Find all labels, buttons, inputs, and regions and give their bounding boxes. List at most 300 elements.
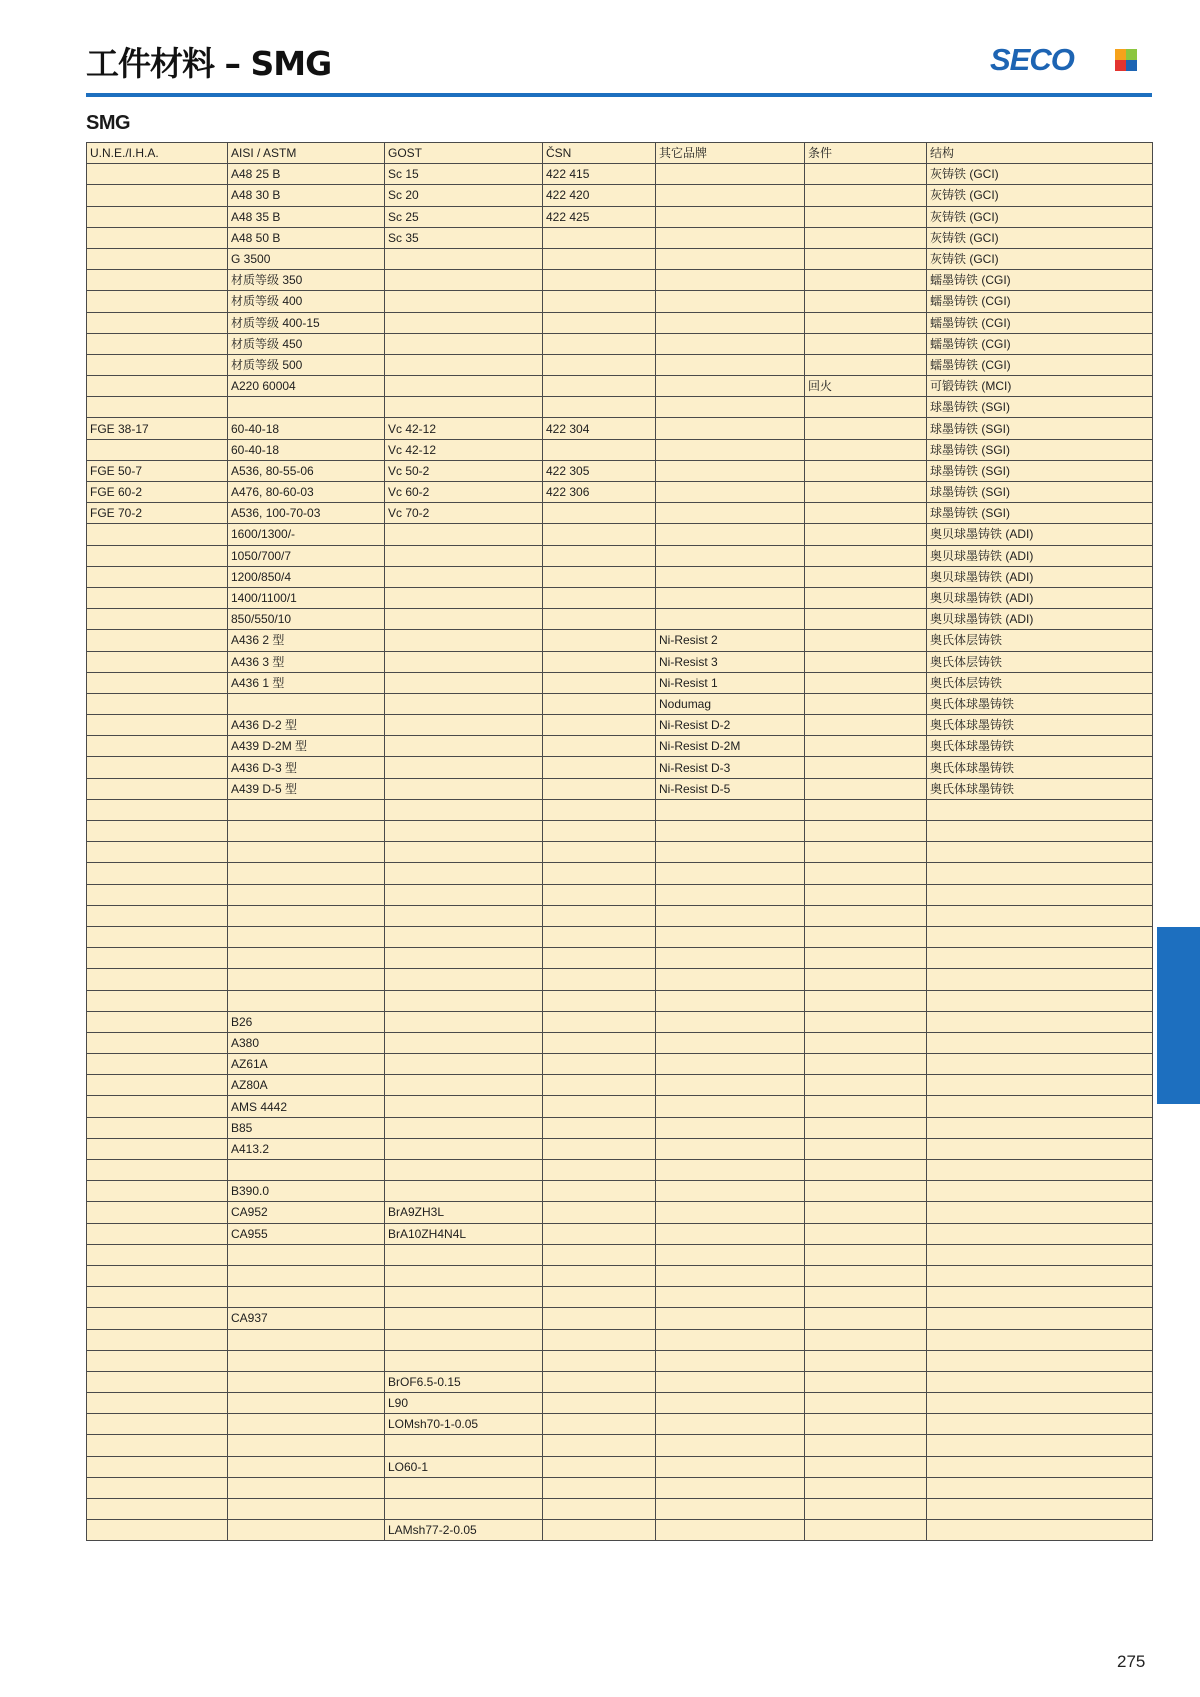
table-cell xyxy=(805,1075,927,1096)
header-rule xyxy=(86,93,1152,97)
table-cell xyxy=(927,969,1153,990)
table-cell xyxy=(805,291,927,312)
table-row xyxy=(87,948,1153,969)
table-cell xyxy=(805,1499,927,1520)
table-cell xyxy=(385,1265,543,1286)
table-cell xyxy=(656,566,805,587)
table-cell xyxy=(656,376,805,397)
table-cell xyxy=(543,1160,656,1181)
table-cell xyxy=(805,884,927,905)
table-cell xyxy=(656,291,805,312)
table-cell xyxy=(87,1520,228,1541)
table-cell: LOMsh70-1-0.05 xyxy=(385,1414,543,1435)
table-row xyxy=(87,884,1153,905)
table-cell xyxy=(805,863,927,884)
table-cell xyxy=(543,736,656,757)
table-cell xyxy=(385,778,543,799)
table-cell xyxy=(805,206,927,227)
table-cell xyxy=(385,1244,543,1265)
table-cell: Ni-Resist 2 xyxy=(656,630,805,651)
table-cell xyxy=(385,1096,543,1117)
column-header: GOST xyxy=(385,143,543,164)
table-cell xyxy=(87,1138,228,1159)
table-row xyxy=(87,757,1153,778)
table-cell xyxy=(656,503,805,524)
table-cell xyxy=(87,566,228,587)
table-cell xyxy=(805,270,927,291)
table-cell xyxy=(805,1520,927,1541)
table-cell xyxy=(543,715,656,736)
table-cell xyxy=(805,1244,927,1265)
column-header: U.N.E./I.H.A. xyxy=(87,143,228,164)
table-cell xyxy=(927,1032,1153,1053)
table-cell xyxy=(805,1435,927,1456)
table-row xyxy=(87,1075,1153,1096)
table-cell xyxy=(543,651,656,672)
table-row xyxy=(87,1308,1153,1329)
table-cell: 材质等级 350 xyxy=(228,270,385,291)
table-row xyxy=(87,1265,1153,1286)
table-cell xyxy=(805,248,927,269)
table-cell: A436 2 型 xyxy=(228,630,385,651)
table-cell xyxy=(543,969,656,990)
table-cell xyxy=(805,757,927,778)
table-row xyxy=(87,312,1153,333)
table-cell xyxy=(385,376,543,397)
table-cell xyxy=(805,227,927,248)
table-cell xyxy=(656,1054,805,1075)
table-cell: 422 306 xyxy=(543,482,656,503)
table-cell xyxy=(656,1308,805,1329)
table-cell xyxy=(656,185,805,206)
table-row xyxy=(87,1350,1153,1371)
table-cell xyxy=(805,736,927,757)
table-cell xyxy=(543,778,656,799)
table-row xyxy=(87,736,1153,757)
table-row xyxy=(87,397,1153,418)
table-cell xyxy=(805,1223,927,1244)
table-cell xyxy=(385,1075,543,1096)
table-cell xyxy=(927,1435,1153,1456)
table-cell xyxy=(228,1499,385,1520)
page-number: 275 xyxy=(1117,1652,1146,1671)
table-cell: Ni-Resist 3 xyxy=(656,651,805,672)
table-cell: A436 1 型 xyxy=(228,672,385,693)
table-cell xyxy=(228,1435,385,1456)
table-cell: 奥氏体球墨铸铁 xyxy=(927,757,1153,778)
table-cell: 灰铸铁 (GCI) xyxy=(927,227,1153,248)
table-cell: 60-40-18 xyxy=(228,418,385,439)
table-cell xyxy=(656,1181,805,1202)
table-cell xyxy=(805,672,927,693)
table-cell xyxy=(543,1075,656,1096)
table-cell xyxy=(927,990,1153,1011)
table-cell xyxy=(228,969,385,990)
table-cell xyxy=(656,1096,805,1117)
table-cell: 材质等级 400 xyxy=(228,291,385,312)
table-cell xyxy=(927,926,1153,947)
table-cell xyxy=(228,863,385,884)
table-row xyxy=(87,1223,1153,1244)
page-title: 工件材料 – SMG xyxy=(86,44,332,83)
table-cell: A436 D-2 型 xyxy=(228,715,385,736)
table-row xyxy=(87,206,1153,227)
table-cell xyxy=(385,693,543,714)
table-cell: 奥氏体球墨铸铁 xyxy=(927,715,1153,736)
table-cell: 材质等级 450 xyxy=(228,333,385,354)
table-cell xyxy=(805,1202,927,1223)
table-cell xyxy=(385,1160,543,1181)
table-cell xyxy=(927,1393,1153,1414)
table-cell: 60-40-18 xyxy=(228,439,385,460)
table-cell: L90 xyxy=(385,1393,543,1414)
table-cell: A536, 80-55-06 xyxy=(228,460,385,481)
table-cell xyxy=(87,1329,228,1350)
table-row xyxy=(87,1393,1153,1414)
table-cell xyxy=(927,1265,1153,1286)
table-cell xyxy=(543,1202,656,1223)
table-cell xyxy=(656,587,805,608)
table-cell: 蠕墨铸铁 (CGI) xyxy=(927,291,1153,312)
table-cell xyxy=(656,609,805,630)
table-cell xyxy=(805,1181,927,1202)
table-row xyxy=(87,376,1153,397)
table-cell xyxy=(656,799,805,820)
table-cell xyxy=(927,1414,1153,1435)
table-cell: 奥贝球墨铸铁 (ADI) xyxy=(927,609,1153,630)
table-cell: 蠕墨铸铁 (CGI) xyxy=(927,333,1153,354)
table-cell xyxy=(87,799,228,820)
table-cell xyxy=(543,926,656,947)
table-cell xyxy=(543,1520,656,1541)
table-cell xyxy=(87,1011,228,1032)
table-row xyxy=(87,587,1153,608)
table-cell: 球墨铸铁 (SGI) xyxy=(927,503,1153,524)
table-cell xyxy=(805,1371,927,1392)
table-cell xyxy=(385,799,543,820)
table-cell: 奥氏体球墨铸铁 xyxy=(927,778,1153,799)
table-cell xyxy=(543,1011,656,1032)
table-cell xyxy=(543,1032,656,1053)
table-cell xyxy=(228,1350,385,1371)
table-cell: A436 D-3 型 xyxy=(228,757,385,778)
table-cell xyxy=(927,821,1153,842)
table-cell xyxy=(927,1308,1153,1329)
table-row xyxy=(87,566,1153,587)
table-cell xyxy=(87,1499,228,1520)
table-cell xyxy=(543,545,656,566)
table-cell xyxy=(805,439,927,460)
table-cell xyxy=(927,1477,1153,1498)
table-cell xyxy=(543,609,656,630)
column-header: 结构 xyxy=(927,143,1153,164)
table-cell xyxy=(385,736,543,757)
table-cell xyxy=(543,566,656,587)
table-cell xyxy=(385,821,543,842)
table-cell: Sc 15 xyxy=(385,164,543,185)
table-cell xyxy=(87,1096,228,1117)
table-cell xyxy=(927,1096,1153,1117)
table-cell xyxy=(385,524,543,545)
table-cell xyxy=(805,1393,927,1414)
table-cell: A413.2 xyxy=(228,1138,385,1159)
table-cell: A439 D-2M 型 xyxy=(228,736,385,757)
table-cell: BrOF6.5-0.15 xyxy=(385,1371,543,1392)
logo-squares-icon xyxy=(1115,49,1137,71)
table-cell: 奥贝球墨铸铁 (ADI) xyxy=(927,566,1153,587)
table-cell xyxy=(87,354,228,375)
table-cell xyxy=(927,1054,1153,1075)
table-cell xyxy=(228,799,385,820)
table-cell xyxy=(656,333,805,354)
table-cell xyxy=(87,312,228,333)
table-cell xyxy=(87,969,228,990)
table-cell xyxy=(543,799,656,820)
table-cell xyxy=(87,1032,228,1053)
table-row xyxy=(87,248,1153,269)
table-cell xyxy=(385,1308,543,1329)
table-cell xyxy=(656,354,805,375)
table-cell xyxy=(805,1160,927,1181)
table-cell xyxy=(927,799,1153,820)
column-header: AISI / ASTM xyxy=(228,143,385,164)
table-cell xyxy=(87,270,228,291)
table-row xyxy=(87,715,1153,736)
table-cell xyxy=(805,460,927,481)
table-cell xyxy=(543,1393,656,1414)
table-cell xyxy=(543,1350,656,1371)
table-cell xyxy=(805,1117,927,1138)
table-cell xyxy=(228,1329,385,1350)
table-cell xyxy=(656,969,805,990)
table-cell xyxy=(805,1032,927,1053)
table-cell xyxy=(543,291,656,312)
table-cell xyxy=(927,1160,1153,1181)
table-cell xyxy=(87,1054,228,1075)
table-cell xyxy=(927,1287,1153,1308)
table-cell xyxy=(805,799,927,820)
table-cell: CA952 xyxy=(228,1202,385,1223)
table-cell xyxy=(87,376,228,397)
table-cell xyxy=(543,270,656,291)
table-cell xyxy=(385,990,543,1011)
table-cell xyxy=(543,1308,656,1329)
table-cell xyxy=(805,1414,927,1435)
table-cell xyxy=(656,439,805,460)
table-cell xyxy=(927,905,1153,926)
table-cell xyxy=(656,460,805,481)
table-cell xyxy=(87,609,228,630)
table-cell xyxy=(805,948,927,969)
table-row xyxy=(87,418,1153,439)
table-row xyxy=(87,693,1153,714)
table-cell xyxy=(543,524,656,545)
table-cell xyxy=(805,778,927,799)
table-cell xyxy=(805,524,927,545)
table-cell: LAMsh77-2-0.05 xyxy=(385,1520,543,1541)
table-cell: Vc 42-12 xyxy=(385,418,543,439)
table-cell xyxy=(543,503,656,524)
table-cell xyxy=(805,1329,927,1350)
table-cell xyxy=(543,1265,656,1286)
table-cell xyxy=(656,206,805,227)
table-cell: 灰铸铁 (GCI) xyxy=(927,206,1153,227)
table-cell xyxy=(543,1138,656,1159)
table-cell: A476, 80-60-03 xyxy=(228,482,385,503)
table-cell xyxy=(805,1011,927,1032)
table-cell: BrA9ZH3L xyxy=(385,1202,543,1223)
table-cell: 1400/1100/1 xyxy=(228,587,385,608)
table-cell xyxy=(543,1499,656,1520)
table-row xyxy=(87,1456,1153,1477)
table-cell xyxy=(656,926,805,947)
table-cell: 蠕墨铸铁 (CGI) xyxy=(927,354,1153,375)
table-cell: 奥贝球墨铸铁 (ADI) xyxy=(927,545,1153,566)
table-cell xyxy=(87,1075,228,1096)
table-cell xyxy=(228,1244,385,1265)
table-cell xyxy=(656,1393,805,1414)
table-cell xyxy=(656,418,805,439)
table-cell xyxy=(805,1138,927,1159)
table-cell xyxy=(805,630,927,651)
table-cell xyxy=(656,990,805,1011)
table-cell xyxy=(385,757,543,778)
table-cell xyxy=(228,926,385,947)
table-cell xyxy=(656,1329,805,1350)
table-row xyxy=(87,821,1153,842)
table-cell xyxy=(543,1117,656,1138)
table-cell xyxy=(87,736,228,757)
table-cell xyxy=(228,990,385,1011)
table-cell xyxy=(656,948,805,969)
table-row xyxy=(87,482,1153,503)
table-cell xyxy=(805,905,927,926)
table-cell xyxy=(228,884,385,905)
table-cell xyxy=(927,1329,1153,1350)
table-cell xyxy=(656,397,805,418)
table-cell xyxy=(385,1477,543,1498)
table-cell xyxy=(87,884,228,905)
table-cell xyxy=(543,587,656,608)
table-cell xyxy=(87,333,228,354)
table-cell xyxy=(656,1244,805,1265)
table-cell: 奥氏体层铸铁 xyxy=(927,630,1153,651)
table-cell xyxy=(385,651,543,672)
table-cell xyxy=(87,164,228,185)
table-body xyxy=(87,164,1153,1541)
table-cell xyxy=(385,1054,543,1075)
table-row xyxy=(87,990,1153,1011)
table-row xyxy=(87,1414,1153,1435)
table-row xyxy=(87,926,1153,947)
table-cell xyxy=(228,842,385,863)
table-cell: 奥氏体球墨铸铁 xyxy=(927,736,1153,757)
table-cell xyxy=(656,1117,805,1138)
materials-table xyxy=(86,142,1153,1541)
table-cell xyxy=(385,715,543,736)
table-cell xyxy=(87,926,228,947)
table-cell: Nodumag xyxy=(656,693,805,714)
table-cell xyxy=(543,842,656,863)
table-cell xyxy=(87,1456,228,1477)
table-cell: Sc 25 xyxy=(385,206,543,227)
table-cell xyxy=(656,1202,805,1223)
table-cell: 球墨铸铁 (SGI) xyxy=(927,439,1153,460)
table-cell xyxy=(87,863,228,884)
table-cell xyxy=(927,1456,1153,1477)
table-cell xyxy=(805,587,927,608)
table-row xyxy=(87,545,1153,566)
table-cell: 球墨铸铁 (SGI) xyxy=(927,418,1153,439)
table-cell xyxy=(385,842,543,863)
table-cell: AMS 4442 xyxy=(228,1096,385,1117)
table-cell: Sc 20 xyxy=(385,185,543,206)
table-cell xyxy=(656,1223,805,1244)
table-cell xyxy=(543,248,656,269)
table-cell: A48 25 B xyxy=(228,164,385,185)
logo-text: SECO xyxy=(990,42,1074,77)
table-cell xyxy=(385,1435,543,1456)
table-cell xyxy=(228,1160,385,1181)
table-cell xyxy=(656,524,805,545)
table-cell xyxy=(385,884,543,905)
table-cell xyxy=(87,672,228,693)
table-row xyxy=(87,1138,1153,1159)
table-row xyxy=(87,1244,1153,1265)
table-cell xyxy=(543,1244,656,1265)
table-cell xyxy=(805,482,927,503)
table-row xyxy=(87,270,1153,291)
table-cell: 奥贝球墨铸铁 (ADI) xyxy=(927,524,1153,545)
table-cell: A220 60004 xyxy=(228,376,385,397)
table-cell xyxy=(543,333,656,354)
table-cell: FGE 50-7 xyxy=(87,460,228,481)
table-cell xyxy=(805,715,927,736)
table-cell xyxy=(927,1181,1153,1202)
table-cell xyxy=(805,926,927,947)
table-cell xyxy=(87,842,228,863)
table-cell xyxy=(543,1371,656,1392)
table-cell xyxy=(656,312,805,333)
table-cell xyxy=(543,1477,656,1498)
table-row xyxy=(87,1011,1153,1032)
table-row xyxy=(87,1032,1153,1053)
table-cell: FGE 38-17 xyxy=(87,418,228,439)
table-cell xyxy=(543,1435,656,1456)
table-cell: A48 30 B xyxy=(228,185,385,206)
table-cell: Sc 35 xyxy=(385,227,543,248)
table-cell xyxy=(656,1499,805,1520)
table-cell: Ni-Resist D-2M xyxy=(656,736,805,757)
table-cell xyxy=(805,545,927,566)
table-cell xyxy=(385,630,543,651)
table-row xyxy=(87,1181,1153,1202)
table-cell: G 3500 xyxy=(228,248,385,269)
table-cell xyxy=(656,1371,805,1392)
table-cell: 球墨铸铁 (SGI) xyxy=(927,397,1153,418)
table-cell xyxy=(543,1096,656,1117)
table-cell xyxy=(543,376,656,397)
table-cell xyxy=(87,821,228,842)
table-cell xyxy=(87,948,228,969)
table-cell xyxy=(87,1181,228,1202)
table-cell xyxy=(656,164,805,185)
table-cell: Ni-Resist D-3 xyxy=(656,757,805,778)
table-cell xyxy=(87,757,228,778)
table-cell xyxy=(543,1054,656,1075)
table-cell xyxy=(805,651,927,672)
table-row xyxy=(87,651,1153,672)
